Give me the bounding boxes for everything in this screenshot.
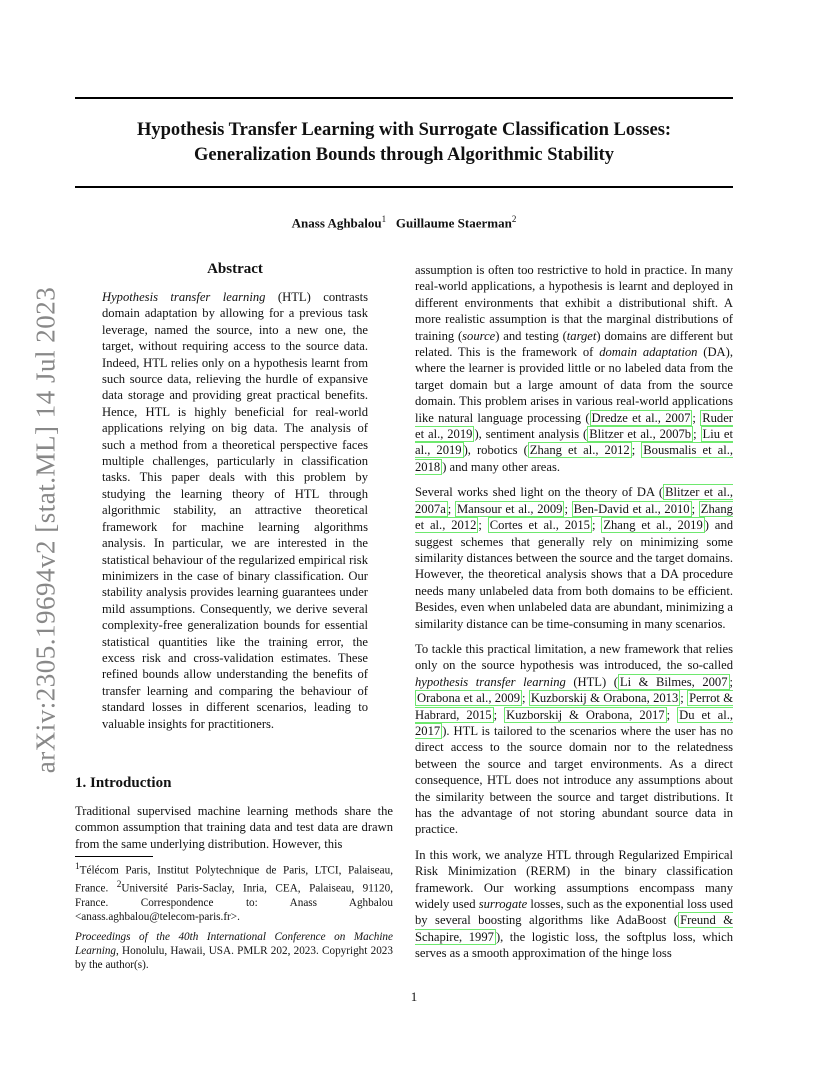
top-rule [75, 97, 733, 99]
citation-link[interactable]: Blitzer et al., 2007a [415, 485, 733, 516]
citation-link[interactable]: Li & Bilmes, 2007 [619, 674, 728, 689]
abstract-heading: Abstract [207, 261, 263, 277]
title-line-2: Generalization Bounds through Algorithmic Stability [193, 145, 615, 165]
citation-link[interactable]: Ruder et al., 2019 [415, 410, 733, 442]
proceedings-rest: , Honolulu, Hawaii, USA. PMLR 202, 2023. Copyright 2023 by the author(s). [75, 945, 393, 972]
citation-link[interactable]: Zhang et al., 2012 [529, 443, 630, 458]
citation-link[interactable]: Blitzer et al., 2007b [589, 427, 692, 442]
abstract-lead: Hypothesis transfer learning [102, 290, 266, 304]
affiliation-2: Université Paris-Saclay, Inria, CEA, Palaiseau, 91120, France. Correspondence to: Anass Aghbalou <anass.aghbalou@telecom-paris.fr>. [75, 882, 393, 924]
citation-link[interactable]: Perrot & Habrard, 2015 [415, 691, 733, 722]
author-2-affil: 2 [511, 214, 517, 224]
citation-link[interactable]: Liu et al., 2019 [415, 427, 733, 458]
section-heading-introduction: 1. Introduction [75, 775, 172, 791]
citation-link[interactable]: Mansour et al., 2009 [456, 501, 563, 516]
right-paragraph-4: In this work, we analyze HTL through Regularized Empirical Risk Minimization (RERM) in the binary classification framework. Our working assumptions encompass many widely used surrogate losses, such as the exponential loss used by several boosting algorithms like AdaBoost ( Freund & Schapire, 1997 ), the logistic loss, the softplus loss, which serves as a smooth approximation of the hinge loss [415, 847, 734, 961]
footnote-affiliations [75, 860, 393, 924]
proceedings-note [75, 930, 393, 973]
abstract-text: (HTL) contrasts domain adaptation by allowing for a previous task leverage, named the source, into a new one, the target, without requiring access to the source data. Indeed, HTL relies only on a hypothesis learnt from such source data, relieving the hurdle of expansive data storage and providing great practical benefits. Hence, HTL is highly beneficial for real-world applications relying on big data. The analysis of such a method from a theoretical perspective faces multiple challenges, particularly in classification tasks. This paper deals with this problem by studying the learning theory of HTL through algorithmic stability, an attractive theoretical framework for machine learning algorithms analysis. In particular, we are interested in the statistical behaviour of the regularized empirical risk minimizers in the case of binary classification. Our stability analysis provides learning guarantees under mild assumptions. Consequently, we derive several complexity-free generalization bounds for essential statistical quantities like the training error, the excess risk and cross-validation estimates. These refined bounds allow understanding the benefits of transfer learning and comparing the behaviour of standard losses in different scenarios, leading to valuable insights for practitioners. [102, 290, 369, 731]
right-paragraph-1: assumption is often too restrictive to hold in practice. In many real-world applications, a hypothesis is learnt and deployed in different environments that exhibit a distributional shift. A more realistic assumption is that the marginal distributions of training (source) and testing (target) domains are different but related. This is the framework of domain adaptation (DA), where the learner is provided little or no labeled data from the target domain but a large amount of data from the source domain. This problem arises in various real-world applications like natural language processing ( Dredze et al., 2007 ; Ruder et al., 2019 ), sentiment analysis ( Blitzer et al., 2007b ; Liu et al., 2019 ), robotics ( Zhang et al., 2012 ; Bousmalis et al., 2018 ) and many other areas. [415, 263, 734, 474]
citation-link[interactable]: Du et al., 2017 [415, 707, 734, 738]
citation-link[interactable]: Zhang et al., 2012 [415, 501, 733, 533]
page-number: 1 [410, 989, 418, 1004]
citation-link[interactable]: Ben-David et al., 2010 [573, 501, 690, 516]
author-1: Anass Aghbalou [291, 215, 382, 231]
citation-link[interactable]: Kuzborskij & Orabona, 2017 [506, 707, 665, 722]
right-column [415, 262, 733, 971]
citation-link[interactable]: Freund & Schapire, 1997 [415, 913, 734, 944]
footnote-sup-2: 2 [116, 879, 122, 890]
intro-paragraph: Traditional supervised machine learning methods share the common assumption that training data and test data are drawn from the same underlying distribution. However, this [75, 804, 393, 851]
author-2: Guillaume Staerman [395, 215, 512, 231]
right-paragraph-3: To tackle this practical limitation, a new framework that relies only on the source hypothesis was introduced, the so-called hypothesis transfer learning (HTL) ( Li & Bilmes, 2007 ; Orabona et al., 2009 ; Kuzborskij & Orabona, 2013 ; Perrot & Habrard, 2015 ; Kuzborskij & Orabona, 2017 ; Du et al., 2017 ). HTL is tailored to the scenarios where the user has no direct access to the source domain nor to the relatedness between the source and target environments. As a direct consequence, HTL does not introduce any assumptions about the similarity between the source and target distributions. It has the advantage of not storing abundant source data in practice. [415, 641, 734, 837]
affiliation-1: Télécom Paris, Institut Polytechnique de Paris, LTCI, Palaiseau, France. [75, 864, 393, 895]
citation-link[interactable]: Dredze et al., 2007 [591, 410, 691, 425]
arxiv-stamp: arXiv:2305.19694v2 [stat.ML] 14 Jul 2023 [30, 286, 61, 774]
citation-link[interactable]: Orabona et al., 2009 [417, 691, 520, 706]
right-paragraph-2: Several works shed light on the theory of DA ( Blitzer et al., 2007a ; Mansour et al., 2009 ; Ben-David et al., 2010 ; Zhang et al., 2012 ; Cortes et al., 2015 ; Zhang et al., 2019 ) and suggest schemes that generally rely on minimizing some similarity distances between the source and the target domains. However, the theoretical analysis shows that a DA procedure needs many unlabeled data from both domains to be efficient. Besides, even when unlabeled data are abundant, minimizing a similarity distance can be time-consuming in many scenarios. [415, 485, 733, 631]
footnote-rule [75, 856, 153, 857]
title-bottom-rule [75, 186, 733, 188]
abstract-body [102, 289, 368, 732]
citation-link[interactable]: Kuzborskij & Orabona, 2013 [530, 691, 679, 706]
title-line-1: Hypothesis Transfer Learning with Surrogate Classification Losses: [136, 120, 672, 140]
proceedings-italic: Proceedings of the 40th International Conference on Machine Learning [75, 931, 393, 958]
citation-link[interactable]: Bousmalis et al., 2018 [415, 443, 734, 474]
citation-link[interactable]: Cortes et al., 2015 [489, 518, 590, 533]
footnote-sup-1: 1 [75, 862, 80, 872]
citation-link[interactable]: Zhang et al., 2019 [603, 518, 703, 533]
author-1-affil: 1 [381, 214, 387, 224]
paper-title [75, 118, 733, 168]
author-list [75, 214, 733, 231]
